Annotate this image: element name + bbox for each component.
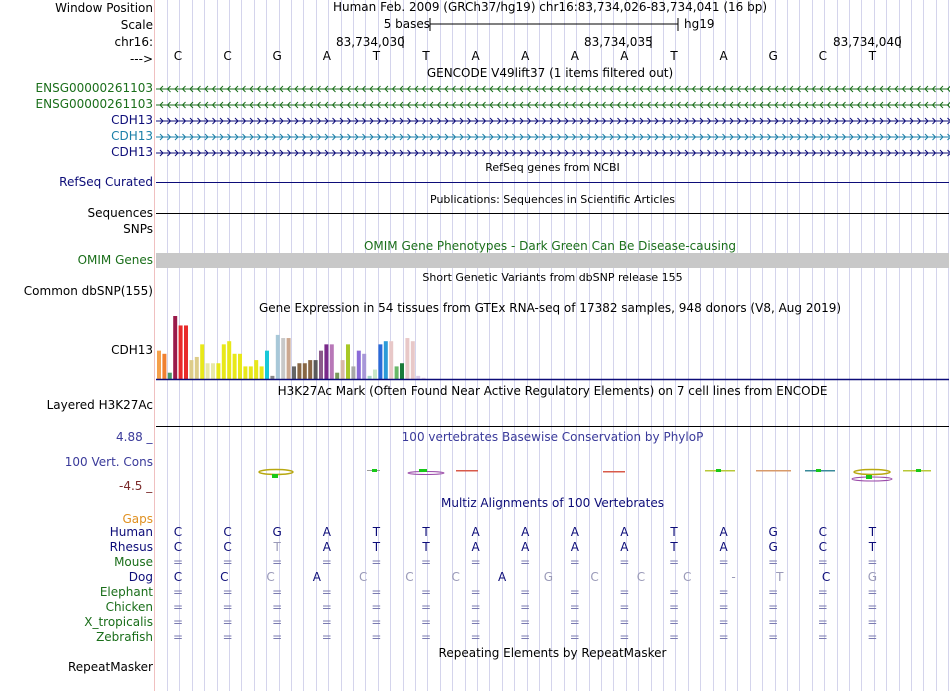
gtex-tissue-bar[interactable] bbox=[222, 344, 226, 379]
reference-base[interactable]: C bbox=[818, 49, 827, 63]
strand-label: ---> bbox=[129, 52, 153, 66]
gencode-title: GENCODE V49lift37 (1 items filtered out) bbox=[426, 66, 674, 80]
alignment-base: C bbox=[223, 540, 232, 554]
alignment-base: = bbox=[272, 600, 283, 614]
publications-label[interactable]: Sequences bbox=[87, 206, 153, 220]
gtex-tissue-bar[interactable] bbox=[297, 363, 301, 379]
alignment-base: C bbox=[683, 570, 692, 584]
gtex-tissue-bar[interactable] bbox=[416, 376, 420, 379]
gtex-tissue-bar[interactable] bbox=[405, 338, 409, 379]
species-label[interactable]: X_tropicalis bbox=[84, 615, 153, 629]
alignment-base: = bbox=[768, 615, 779, 629]
alignment-base: = bbox=[222, 555, 233, 569]
reference-base[interactable]: T bbox=[670, 49, 678, 63]
alignment-base: = bbox=[371, 630, 382, 644]
alignment-base: = bbox=[569, 585, 580, 599]
alignment-base: = bbox=[668, 555, 680, 569]
alignment-base: T bbox=[422, 525, 430, 539]
alignment-base: = bbox=[520, 630, 531, 644]
phylop-conservation-plot[interactable] bbox=[156, 460, 950, 484]
alignment-base: = bbox=[470, 555, 481, 569]
alignment-base: = bbox=[420, 615, 432, 629]
gencode-transcript-line[interactable] bbox=[156, 83, 950, 95]
h3k27ac-label[interactable]: Layered H3K27Ac bbox=[46, 398, 153, 412]
alignment-base: C bbox=[266, 570, 275, 584]
refseq-line bbox=[156, 182, 949, 183]
gtex-tissue-bar[interactable] bbox=[276, 335, 280, 379]
gencode-transcript-line[interactable] bbox=[156, 147, 950, 159]
phylop-label[interactable]: 100 Vert. Cons bbox=[64, 455, 153, 469]
gtex-tissue-bar[interactable] bbox=[351, 366, 355, 379]
alignment-base: T bbox=[273, 540, 281, 554]
alignment-base: A bbox=[620, 540, 629, 554]
species-label[interactable]: Rhesus bbox=[109, 540, 153, 554]
gtex-tissue-bar[interactable] bbox=[330, 344, 334, 379]
alignment-base: T bbox=[868, 540, 877, 554]
alignment-base: = bbox=[420, 600, 432, 614]
reference-base[interactable]: A bbox=[322, 49, 331, 63]
gtex-tissue-bar[interactable] bbox=[319, 351, 323, 379]
gtex-tissue-bar[interactable] bbox=[346, 344, 350, 379]
alignment-base: = bbox=[867, 555, 878, 569]
alignment-base: = bbox=[867, 600, 878, 614]
gtex-tissue-bar[interactable] bbox=[254, 360, 258, 379]
alignment-base: A bbox=[521, 525, 530, 539]
gtex-tissue-bar[interactable] bbox=[411, 341, 415, 379]
alignment-base: C bbox=[818, 540, 827, 554]
repeatmasker-label[interactable]: RepeatMasker bbox=[67, 660, 153, 674]
alignment-base: = bbox=[420, 585, 432, 599]
phylop-max: 4.88 _ bbox=[116, 430, 153, 444]
reference-base[interactable]: G bbox=[272, 49, 282, 63]
alignment-base: A bbox=[570, 540, 579, 554]
gtex-tissue-bar[interactable] bbox=[168, 373, 172, 379]
alignment-base: A bbox=[570, 525, 579, 539]
reference-base[interactable]: C bbox=[223, 49, 232, 63]
alignment-base: = bbox=[272, 615, 283, 629]
gaps-label[interactable]: Gaps bbox=[122, 512, 153, 526]
reference-base[interactable]: A bbox=[570, 49, 579, 63]
gtex-tissue-bar[interactable] bbox=[373, 370, 377, 379]
alignment-base: = bbox=[817, 585, 828, 599]
alignment-base: C bbox=[173, 525, 183, 539]
alignment-base: = bbox=[867, 630, 878, 644]
alignment-base: A bbox=[497, 570, 507, 584]
alignment-base: T bbox=[422, 540, 430, 554]
gtex-tissue-bar[interactable] bbox=[378, 344, 382, 379]
gtex-tissue-bar[interactable] bbox=[335, 373, 339, 379]
gtex-tissue-bar[interactable] bbox=[249, 366, 253, 379]
gtex-tissue-bar[interactable] bbox=[238, 354, 242, 379]
gtex-tissue-bar[interactable] bbox=[189, 360, 193, 379]
publications-title: Publications: Sequences in Scientific Articles bbox=[430, 193, 675, 206]
omim-title: OMIM Gene Phenotypes - Dark Green Can Be Disease-causing bbox=[363, 239, 737, 253]
species-label[interactable]: Mouse bbox=[114, 555, 153, 569]
alignment-base: = bbox=[371, 555, 382, 569]
alignment-base: G bbox=[272, 525, 282, 539]
alignment-base: A bbox=[620, 525, 629, 539]
alignment-base: = bbox=[619, 615, 630, 629]
multiz-title: Multiz Alignments of 100 Vertebrates bbox=[440, 496, 665, 510]
alignment-base: = bbox=[619, 555, 630, 569]
alignment-base: C bbox=[451, 570, 460, 584]
gtex-tissue-bar[interactable] bbox=[287, 338, 291, 379]
gtex-tissue-bar[interactable] bbox=[157, 351, 161, 379]
gtex-tissue-bar[interactable] bbox=[227, 341, 231, 379]
gtex-tissue-bar[interactable] bbox=[357, 351, 361, 379]
gtex-tissue-bar[interactable] bbox=[173, 316, 177, 379]
scale-value: 5 bases bbox=[383, 17, 430, 31]
alignment-base: = bbox=[569, 555, 580, 569]
gtex-tissue-bar[interactable] bbox=[281, 338, 285, 379]
alignment-base: = bbox=[420, 630, 432, 644]
refseq-label[interactable]: RefSeq Curated bbox=[59, 175, 153, 189]
gtex-label[interactable]: CDH13 bbox=[111, 343, 153, 357]
gtex-tissue-bar[interactable] bbox=[260, 366, 264, 379]
reference-base[interactable]: A bbox=[719, 49, 728, 63]
alignment-base: = bbox=[718, 585, 729, 599]
gencode-transcript-label[interactable]: ENSG00000261103 bbox=[35, 81, 153, 95]
gtex-tissue-bar[interactable] bbox=[184, 325, 188, 379]
repeatmasker-title: Repeating Elements by RepeatMasker bbox=[438, 646, 667, 660]
alignment-base: = bbox=[172, 600, 184, 614]
gtex-tissue-bar[interactable] bbox=[292, 366, 296, 379]
reference-base[interactable]: T bbox=[372, 49, 381, 63]
position-ticks bbox=[0, 34, 950, 50]
alignment-base: = bbox=[470, 600, 481, 614]
alignment-base: C bbox=[590, 570, 599, 584]
alignment-base: - bbox=[731, 570, 736, 584]
gtex-tissue-bar[interactable] bbox=[384, 341, 388, 379]
reference-base[interactable]: C bbox=[173, 49, 183, 63]
gtex-tissue-bar[interactable] bbox=[233, 354, 237, 379]
gtex-tissue-bar[interactable] bbox=[314, 360, 318, 379]
alignment-base: = bbox=[817, 615, 828, 629]
alignment-base: C bbox=[405, 570, 414, 584]
alignment-base: A bbox=[322, 540, 331, 554]
alignment-base: = bbox=[321, 600, 332, 614]
alignment-base: C bbox=[358, 570, 368, 584]
gtex-tissue-bar[interactable] bbox=[400, 363, 404, 379]
alignment-base: = bbox=[371, 585, 382, 599]
alignment-base: = bbox=[222, 600, 233, 614]
alignment-base: C bbox=[821, 570, 831, 584]
reference-base[interactable]: A bbox=[521, 49, 530, 63]
alignment-base: G bbox=[543, 570, 553, 584]
alignment-base: = bbox=[222, 630, 233, 644]
alignment-base: = bbox=[520, 600, 531, 614]
scale-bar bbox=[430, 17, 680, 33]
reference-base[interactable]: G bbox=[768, 49, 778, 63]
alignment-base: = bbox=[668, 585, 680, 599]
gencode-transcript-line[interactable] bbox=[156, 99, 950, 111]
alignment-base: A bbox=[322, 525, 331, 539]
alignment-base: = bbox=[520, 615, 531, 629]
alignment-base: = bbox=[768, 600, 779, 614]
publications-line bbox=[156, 213, 949, 214]
alignment-base: = bbox=[668, 615, 680, 629]
gtex-tissue-bar[interactable] bbox=[162, 354, 166, 379]
gtex-tissue-bar[interactable] bbox=[265, 351, 269, 379]
alignment-base: = bbox=[420, 555, 432, 569]
gtex-tissue-bar[interactable] bbox=[200, 344, 204, 379]
alignment-base: A bbox=[471, 525, 480, 539]
gtex-tissue-bar[interactable] bbox=[395, 366, 399, 379]
gtex-title: Gene Expression in 54 tissues from GTEx RNA-seq of 17382 samples, 948 donors (V8, Aug 2019) bbox=[258, 301, 842, 315]
alignment-base: = bbox=[867, 585, 878, 599]
gtex-tissue-bar[interactable] bbox=[206, 363, 210, 379]
alignment-base: A bbox=[471, 540, 480, 554]
h3k27ac-title: H3K27Ac Mark (Often Found Near Active Regulatory Elements) on 7 cell lines from ENCODE bbox=[277, 384, 828, 398]
alignment-base: T bbox=[868, 525, 877, 539]
alignment-base: = bbox=[272, 555, 283, 569]
alignment-base: = bbox=[867, 615, 878, 629]
species-label[interactable]: Dog bbox=[128, 570, 153, 584]
alignment-base: T bbox=[776, 570, 784, 584]
gencode-transcript-line[interactable] bbox=[156, 131, 950, 143]
reference-base[interactable]: T bbox=[868, 49, 877, 63]
alignment-base: = bbox=[619, 630, 630, 644]
track-guide-line bbox=[154, 0, 155, 691]
reference-base[interactable]: T bbox=[422, 49, 430, 63]
alignment-base: = bbox=[668, 630, 680, 644]
phylop-min: -4.5 _ bbox=[119, 479, 153, 493]
chrom-label: chr16: bbox=[114, 35, 153, 49]
refseq-title: RefSeq genes from NCBI bbox=[485, 161, 620, 174]
alignment-base: = bbox=[768, 555, 779, 569]
gtex-tissue-bar[interactable] bbox=[179, 325, 183, 379]
snps-label[interactable]: SNPs bbox=[123, 222, 153, 236]
alignment-base: = bbox=[569, 630, 580, 644]
alignment-base: A bbox=[719, 525, 728, 539]
h3k27ac-baseline bbox=[156, 426, 949, 427]
dbsnp-label[interactable]: Common dbSNP(155) bbox=[23, 284, 153, 298]
alignment-base: = bbox=[718, 630, 729, 644]
alignment-base: C bbox=[220, 570, 229, 584]
alignment-base: = bbox=[172, 585, 184, 599]
alignment-base: = bbox=[321, 555, 332, 569]
dbsnp-title: Short Genetic Variants from dbSNP release 155 bbox=[422, 271, 683, 284]
position-tick-label: 83,734,040 bbox=[833, 35, 902, 49]
reference-base[interactable]: A bbox=[620, 49, 629, 63]
gtex-tissue-bar[interactable] bbox=[389, 341, 393, 379]
omim-feature-bar[interactable] bbox=[156, 253, 949, 268]
phylop-title: 100 vertebrates Basewise Conservation by PhyloP bbox=[401, 430, 704, 444]
alignment-base: = bbox=[520, 585, 531, 599]
window-position-value[interactable]: Human Feb. 2009 (GRCh37/hg19) chr16:83,734,026-83,734,041 (16 bp) bbox=[332, 0, 767, 14]
reference-base[interactable]: A bbox=[471, 49, 480, 63]
scale-label: Scale bbox=[120, 18, 153, 32]
alignment-base: = bbox=[718, 600, 729, 614]
window-position-label: Window Position bbox=[55, 1, 153, 15]
gtex-tissue-bar[interactable] bbox=[195, 357, 199, 379]
species-label[interactable]: Elephant bbox=[99, 585, 153, 599]
gtex-tissue-bar[interactable] bbox=[303, 363, 307, 379]
species-label[interactable]: Human bbox=[109, 525, 153, 539]
alignment-base: T bbox=[372, 525, 381, 539]
alignment-base: = bbox=[768, 585, 779, 599]
gtex-tissue-bar[interactable] bbox=[324, 344, 328, 379]
alignment-base: = bbox=[470, 585, 481, 599]
alignment-base: = bbox=[817, 555, 828, 569]
gtex-bar-chart[interactable] bbox=[156, 316, 950, 382]
alignment-base: = bbox=[569, 615, 580, 629]
alignment-base: = bbox=[272, 630, 283, 644]
gtex-tissue-bar[interactable] bbox=[368, 376, 372, 379]
alignment-base: T bbox=[372, 540, 381, 554]
alignment-base: = bbox=[172, 630, 184, 644]
gtex-tissue-bar[interactable] bbox=[270, 376, 274, 379]
alignment-base: T bbox=[670, 540, 678, 554]
gtex-tissue-bar[interactable] bbox=[341, 360, 345, 379]
alignment-base: A bbox=[312, 570, 321, 584]
alignment-base: T bbox=[670, 525, 678, 539]
alignment-base: C bbox=[173, 570, 183, 584]
position-tick-label: 83,734,035 bbox=[584, 35, 653, 49]
alignment-base: = bbox=[321, 630, 332, 644]
alignment-base: = bbox=[619, 585, 630, 599]
gtex-tissue-bar[interactable] bbox=[211, 363, 215, 379]
alignment-base: = bbox=[172, 555, 184, 569]
alignment-base: = bbox=[718, 615, 729, 629]
omim-label[interactable]: OMIM Genes bbox=[77, 253, 153, 267]
position-tick-label: 83,734,030 bbox=[336, 35, 405, 49]
alignment-base: C bbox=[636, 570, 646, 584]
alignment-base: G bbox=[768, 540, 778, 554]
gencode-transcript-line[interactable] bbox=[156, 115, 950, 127]
gencode-transcript-label[interactable]: CDH13 bbox=[111, 129, 153, 143]
alignment-base: A bbox=[521, 540, 530, 554]
gtex-tissue-bar[interactable] bbox=[308, 360, 312, 379]
alignment-base: C bbox=[173, 540, 183, 554]
alignment-base: = bbox=[520, 555, 531, 569]
alignment-base: G bbox=[867, 570, 878, 584]
alignment-base: = bbox=[272, 585, 283, 599]
gtex-tissue-bar[interactable] bbox=[216, 363, 220, 379]
gencode-transcript-label[interactable]: CDH13 bbox=[111, 113, 153, 127]
alignment-base: = bbox=[817, 630, 828, 644]
species-label[interactable]: Zebrafish bbox=[96, 630, 153, 644]
scale-assembly: hg19 bbox=[684, 17, 715, 31]
alignment-base: C bbox=[818, 525, 827, 539]
alignment-base: = bbox=[470, 615, 481, 629]
alignment-base: = bbox=[321, 615, 332, 629]
alignment-base: = bbox=[470, 630, 481, 644]
alignment-base: = bbox=[619, 600, 630, 614]
alignment-base: = bbox=[569, 600, 580, 614]
gtex-tissue-bar[interactable] bbox=[362, 354, 366, 379]
alignment-base: = bbox=[222, 585, 233, 599]
alignment-base: = bbox=[371, 615, 382, 629]
alignment-base: = bbox=[768, 630, 779, 644]
alignment-base: = bbox=[668, 600, 680, 614]
gencode-transcript-label[interactable]: ENSG00000261103 bbox=[35, 97, 153, 111]
alignment-base: G bbox=[768, 525, 778, 539]
alignment-base: = bbox=[172, 615, 184, 629]
alignment-base: = bbox=[222, 615, 233, 629]
gencode-transcript-label[interactable]: CDH13 bbox=[111, 145, 153, 159]
alignment-base: = bbox=[718, 555, 729, 569]
species-label[interactable]: Chicken bbox=[105, 600, 153, 614]
alignment-base: = bbox=[371, 600, 382, 614]
alignment-base: = bbox=[817, 600, 828, 614]
alignment-base: = bbox=[321, 585, 332, 599]
gtex-tissue-bar[interactable] bbox=[243, 366, 247, 379]
alignment-base: A bbox=[719, 540, 728, 554]
alignment-base: C bbox=[223, 525, 232, 539]
